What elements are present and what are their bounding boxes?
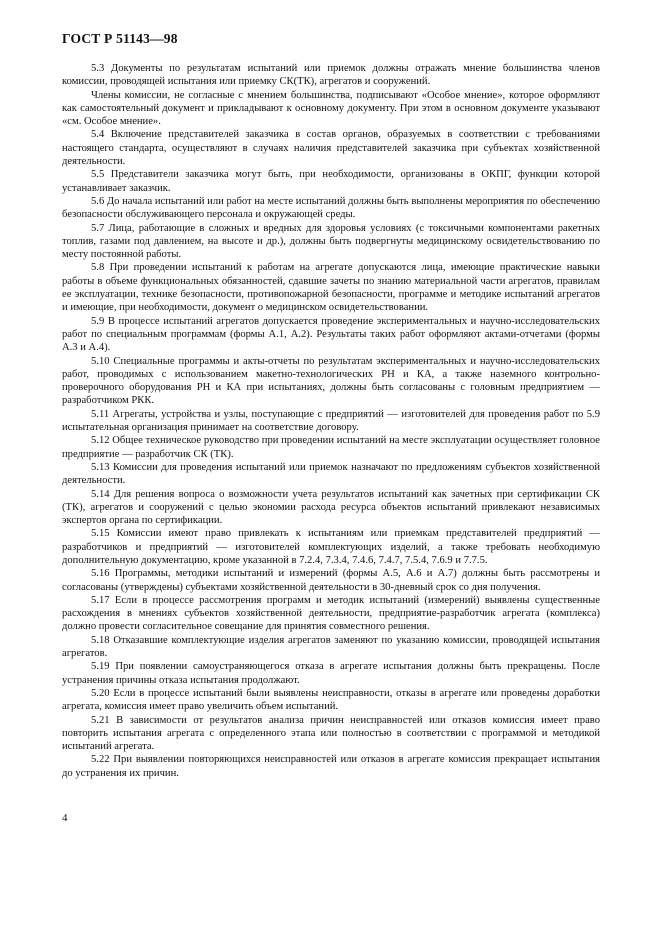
paragraph-5-19: 5.19 При появлении самоустраняющегося отказа в агрегате испытания должны быть прекращены. После устранения причины отказа испытания продолжают. bbox=[62, 661, 600, 686]
paragraph-5-16: 5.16 Программы, методики испытаний и измерений (формы А.5, А.6 и А.7) должны быть рассмотрены и согласованы (утверждены) субъектами хозяйственной деятельности в 30-дневный срок со дня получения. bbox=[62, 568, 600, 593]
paragraph-5-13: 5.13 Комиссии для проведения испытаний или приемок назначают по предложениям субъектов хозяйственной деятельности. bbox=[62, 461, 600, 487]
document-header: ГОСТ Р 51143—98 bbox=[62, 31, 178, 46]
paragraph-5-14: 5.14 Для решения вопроса о возможности учета результатов испытаний как зачетных при сертификации СК (ТК), агрегатов и сооружений с целью экономии расхода ресурса объектов испытаний привлекают независимых экспертов органа по сертификации. bbox=[62, 488, 600, 527]
paragraph-5-4: 5.4 Включение представителей заказчика в состав органов, образуемых в соответствии с требованиями настоящего стандарта, осуществляют в случаях наличия представителей заказчика при субъектах хозяйственной деятельности. bbox=[62, 129, 600, 168]
paragraph-5-21: 5.21 В зависимости от результатов анализа причин неисправностей или отказов комиссия имеет право повторить испытания агрегата с определенного этапа или полностью в соответствии с программой и методикой испытаний агрегата. bbox=[62, 714, 600, 753]
paragraph-5-7: 5.7 Лица, работающие в сложных и вредных для здоровья условиях (с токсичными компонентами ракетных топлив, газами под давлением, на высоте и др.), должны быть подвергнуты медицинскому освидетельствованию по месту постоянной работы. bbox=[62, 222, 600, 261]
paragraph-5-17: 5.17 Если в процессе рассмотрения программ и методик испытаний (измерений) выявлены существенные расхождения в мнениях субъектов хозяйственной деятельности, предприятие-разработчик агрегата (комплекса) должно провести согласительное совещание для принятия совместного решения. bbox=[62, 594, 600, 633]
paragraph-dissenting-opinion: Члены комиссии, не согласные с мнением большинства, подписывают «Особое мнение», которое оформляют как самостоятельный документ и прикладывают к основному документу. При этом в основном документе указывают «см. Особое мнение». bbox=[62, 89, 600, 128]
paragraph-5-6: 5.6 До начала испытаний или работ на месте испытаний должны быть выполнены мероприятия по обеспечению безопасности обслуживающего персонала и окружающей среды. bbox=[62, 195, 600, 221]
paragraph-5-11: 5.11 Агрегаты, устройства и узлы, поступающие с предприятий — изготовителей для проведения работ по 5.9 испытательная организация принимает на соответствие договору. bbox=[62, 408, 600, 434]
paragraph-5-10: 5.10 Специальные программы и акты-отчеты по результатам экспериментальных и научно-исследовательских работ, проводимых с использованием макетно-технологических РН и КА, а также наземного контрольно-проверочного оборудования РН и КА при испытаниях, должны быть согласованы с головным предприятием — разработчиком РКК. bbox=[62, 355, 600, 407]
page-number: 4 bbox=[62, 812, 68, 824]
paragraph-5-20: 5.20 Если в процессе испытаний были выявлены неисправности, отказы в агрегате или проведены доработки агрегата, комиссия имеет право увеличить объем испытаний. bbox=[62, 687, 600, 713]
document-body bbox=[62, 62, 600, 780]
paragraph-5-9: 5.9 В процессе испытаний агрегатов допускается проведение экспериментальных и научно-исследовательских работ по специальным программам (формы А.1, А.2). Результаты таких работ оформляют актами-отчетами (формы А.3 и А.4). bbox=[62, 315, 600, 354]
paragraph-5-15: 5.15 Комиссии имеют право привлекать к испытаниям или приемкам представителей предприятий — разработчиков и предприятий — изготовителей комплектующих изделий, а также требовать необходимую дополнительную документацию, кроме указанной в 7.2.4, 7.3.4, 7.4.6, 7.4.7, 7.5.4, 7.6.9 и 7.7.5. bbox=[62, 528, 600, 566]
paragraph-5-3: 5.3 Документы по результатам испытаний или приемок должны отражать мнение большинства членов комиссии, проводящей испытания или приемку СК(ТК), агрегатов и сооружений. bbox=[62, 63, 600, 88]
paragraph-5-8: 5.8 При проведении испытаний к работам на агрегате допускаются лица, имеющие практические навыки работы в объеме функциональных обязанностей, сдавшие зачеты по знанию материальной части агрегатов, правилам ее эксплуатации, технике безопасности, противопожарной безопасности, программе и методике испытаний агрегатов и имеющие, при необходимости, документ о медицинском освидетельствовании. bbox=[62, 262, 600, 314]
paragraph-5-22: 5.22 При выявлении повторяющихся неисправностей или отказов в агрегате комиссия прекращает испытания до устранения их причин. bbox=[62, 754, 600, 779]
paragraph-5-5: 5.5 Представители заказчика могут быть, при необходимости, организованы в ОКПГ, функции которой устанавливает заказчик. bbox=[62, 169, 600, 194]
paragraph-5-12: 5.12 Общее техническое руководство при проведении испытаний на месте эксплуатации осуществляет головное предприятие — разработчик СК (ТК). bbox=[62, 435, 600, 460]
paragraph-5-18: 5.18 Отказавшие комплектующие изделия агрегатов заменяют по указанию комиссии, проводящей испытания агрегатов. bbox=[62, 634, 600, 660]
